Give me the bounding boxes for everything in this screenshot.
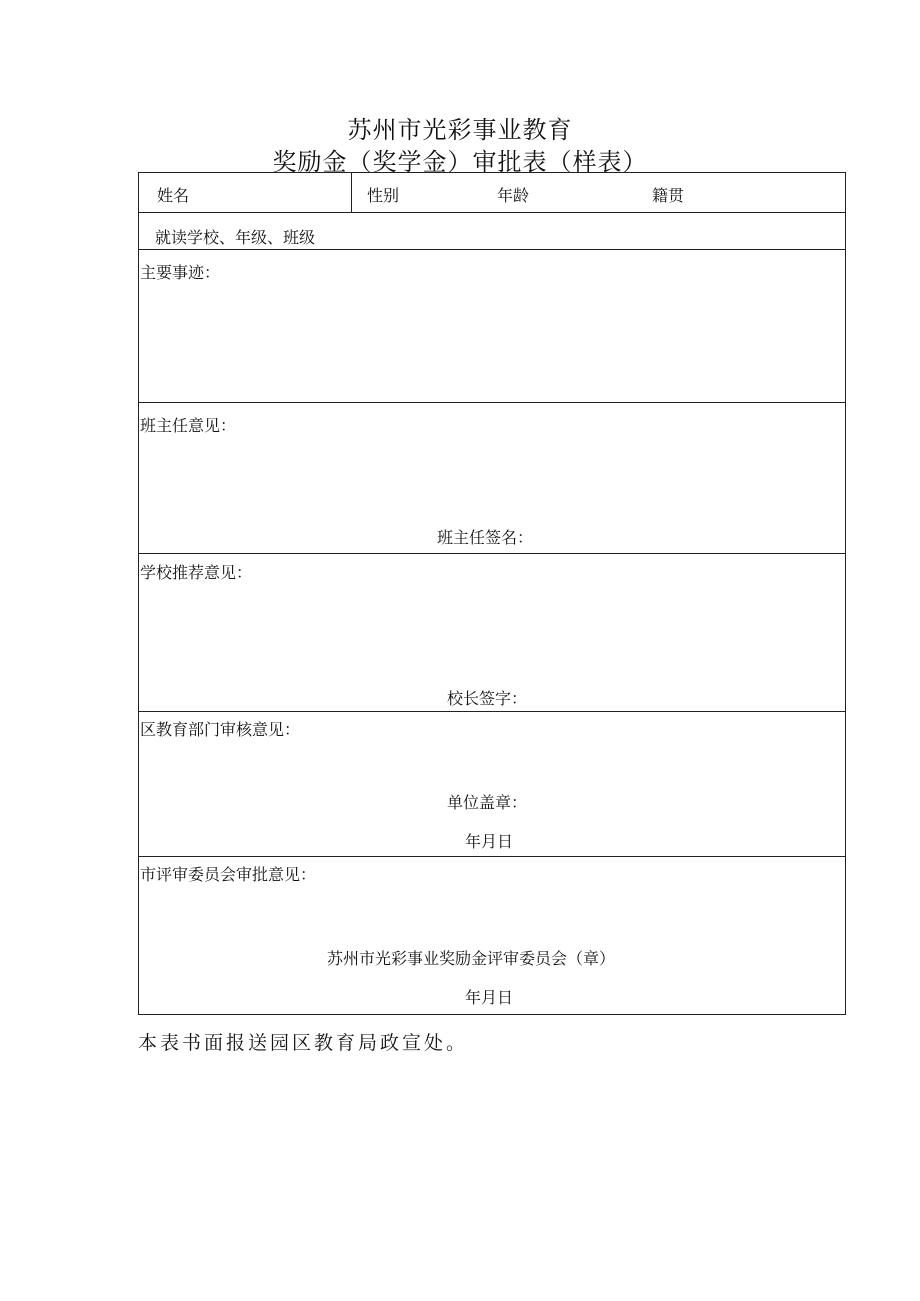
district-date-label: 年月日 xyxy=(465,832,514,851)
name-label: 姓名 xyxy=(157,186,190,205)
teacher-opinion-section xyxy=(139,403,845,554)
form-title-line2: 奖励金（奖学金）审批表（样表） xyxy=(272,148,648,176)
committee-opinion-section xyxy=(139,857,845,1014)
district-opinion-label: 区教育部门审核意见： xyxy=(140,720,301,739)
personal-info-row xyxy=(139,173,845,213)
principal-signature-label: 校长签字： xyxy=(447,689,528,708)
school-grade-class-label: 就读学校、年级、班级 xyxy=(155,228,316,247)
committee-opinion-label: 市评审委员会审批意见： xyxy=(140,865,317,884)
submission-note: 本表书面报送园区教育局政宣处。 xyxy=(138,1032,469,1054)
unit-seal-label: 单位盖章： xyxy=(447,793,528,812)
teacher-opinion-label: 班主任意见： xyxy=(140,416,237,435)
school-opinion-section xyxy=(139,554,845,712)
approval-form-table xyxy=(138,172,846,1015)
committee-name-seal: 苏州市光彩事业奖励金评审委员会（章） xyxy=(327,949,616,968)
form-title-line1: 苏州市光彩事业教育 xyxy=(347,116,573,144)
gender-label: 性别 xyxy=(367,186,400,205)
school-row xyxy=(139,213,845,250)
column-divider xyxy=(351,173,352,212)
age-label: 年龄 xyxy=(497,186,530,205)
district-opinion-section xyxy=(139,712,845,857)
deeds-section xyxy=(139,250,845,403)
teacher-signature-label: 班主任签名： xyxy=(437,528,534,547)
deeds-label: 主要事迹： xyxy=(140,263,221,282)
native-place-label: 籍贯 xyxy=(652,186,685,205)
committee-date-label: 年月日 xyxy=(465,988,514,1007)
school-opinion-label: 学校推荐意见： xyxy=(140,563,253,582)
